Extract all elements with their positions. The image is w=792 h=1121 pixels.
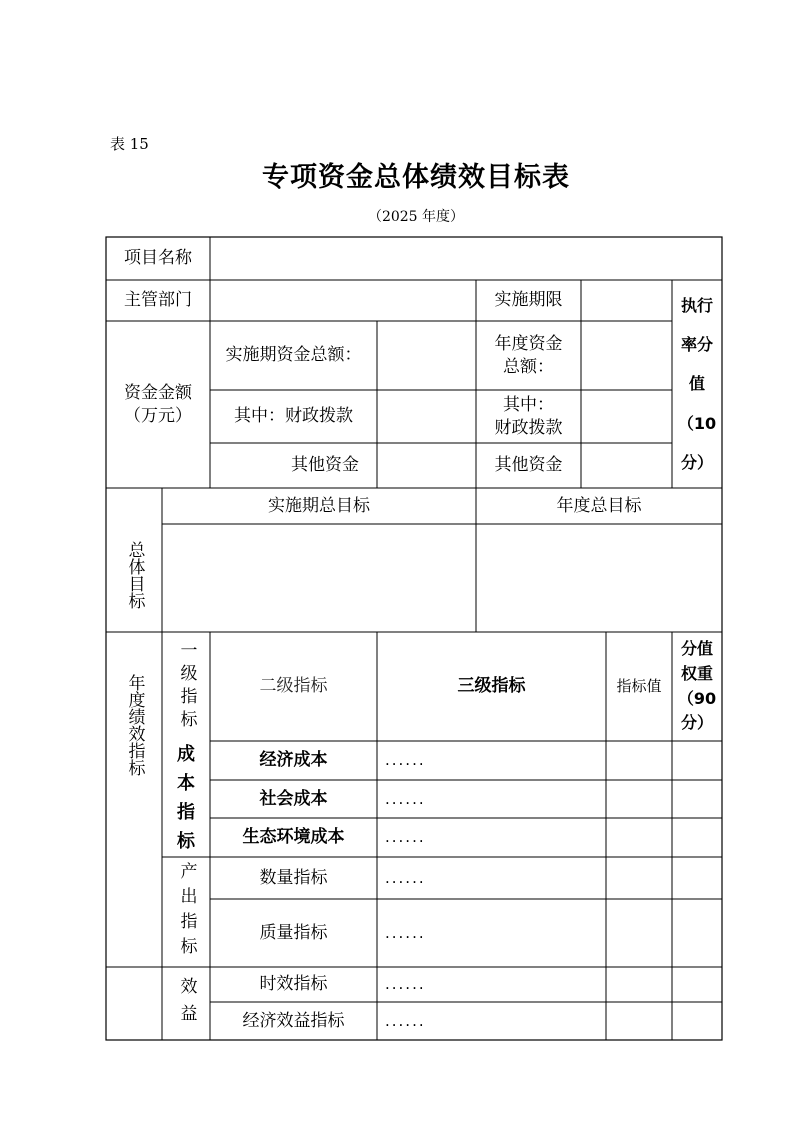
- row-social-cost: 社会成本: [259, 788, 328, 809]
- annual-funds-value[interactable]: [581, 321, 672, 390]
- row-quantity: 数量指标: [259, 867, 328, 888]
- fiscal-label-period: 其中：财政拨款: [234, 406, 353, 427]
- annual-goal-label: 年度总目标: [556, 495, 642, 516]
- cost-indicator-label: 成 本 指 标: [177, 744, 195, 852]
- funds-label: 资金金额 （万元）: [124, 382, 192, 426]
- level2-header: 二级指标: [259, 676, 328, 697]
- overall-goal-label: 总体目标: [124, 541, 145, 609]
- row-eco-env-cost: 生态环境成本: [242, 827, 345, 848]
- exec-score-label: 执行 率分 值 （10 分）: [677, 296, 717, 472]
- annual-goal-value[interactable]: [476, 524, 722, 632]
- total-funds-label: 实施期资金总额：: [225, 345, 362, 366]
- total-funds-value[interactable]: [377, 321, 476, 390]
- year-subtitle: （2025 年度）: [367, 209, 465, 225]
- period-label: 实施期限: [494, 290, 563, 311]
- row-quantity-dots[interactable]: ......: [385, 868, 426, 887]
- annual-indicators-label: 年度绩效指标: [124, 674, 145, 776]
- benefit-indicator-label: 效益: [176, 976, 197, 1031]
- period-goal-value[interactable]: [162, 524, 476, 632]
- indicator-value-header: 指标值: [616, 677, 662, 696]
- row-timeliness: 时效指标: [259, 974, 328, 995]
- row-economic-benefit-dots[interactable]: ......: [385, 1011, 426, 1030]
- level3-header: 三级指标: [457, 676, 526, 697]
- output-indicator-label: 产出指标: [176, 862, 197, 962]
- row-quality-dots[interactable]: ......: [385, 923, 426, 942]
- row-quality: 质量指标: [259, 922, 328, 943]
- other-funds-value-annual[interactable]: [581, 443, 672, 488]
- row-economic-benefit: 经济效益指标: [242, 1010, 345, 1031]
- project-name-label: 项目名称: [124, 248, 192, 269]
- annual-funds-label: 年度资金 总额：: [494, 333, 563, 377]
- row-economic-cost: 经济成本: [259, 750, 328, 771]
- fiscal-value-annual[interactable]: [581, 390, 672, 443]
- other-funds-label-annual: 其他资金: [494, 455, 563, 476]
- other-funds-value-period[interactable]: [377, 443, 476, 488]
- page-title: 专项资金总体绩效目标表: [262, 162, 570, 193]
- fiscal-label-annual: 其中： 财政拨款: [494, 394, 563, 438]
- level1-header: 一级指标: [176, 640, 197, 733]
- row-timeliness-dots[interactable]: ......: [385, 975, 426, 994]
- period-goal-label: 实施期总目标: [268, 495, 370, 516]
- row-economic-cost-dots[interactable]: ......: [385, 751, 426, 770]
- project-name-value[interactable]: [210, 237, 722, 280]
- weight-header: 分值 权重 （90 分）: [677, 638, 717, 733]
- row-social-cost-dots[interactable]: ......: [385, 789, 426, 808]
- dept-label: 主管部门: [124, 290, 192, 311]
- row-eco-env-cost-dots[interactable]: ......: [385, 828, 426, 847]
- dept-value[interactable]: [210, 280, 476, 321]
- table-number: 表 15: [110, 135, 149, 153]
- other-funds-label-period: 其他资金: [291, 455, 359, 476]
- fiscal-value-period[interactable]: [377, 390, 476, 443]
- period-value[interactable]: [581, 280, 672, 321]
